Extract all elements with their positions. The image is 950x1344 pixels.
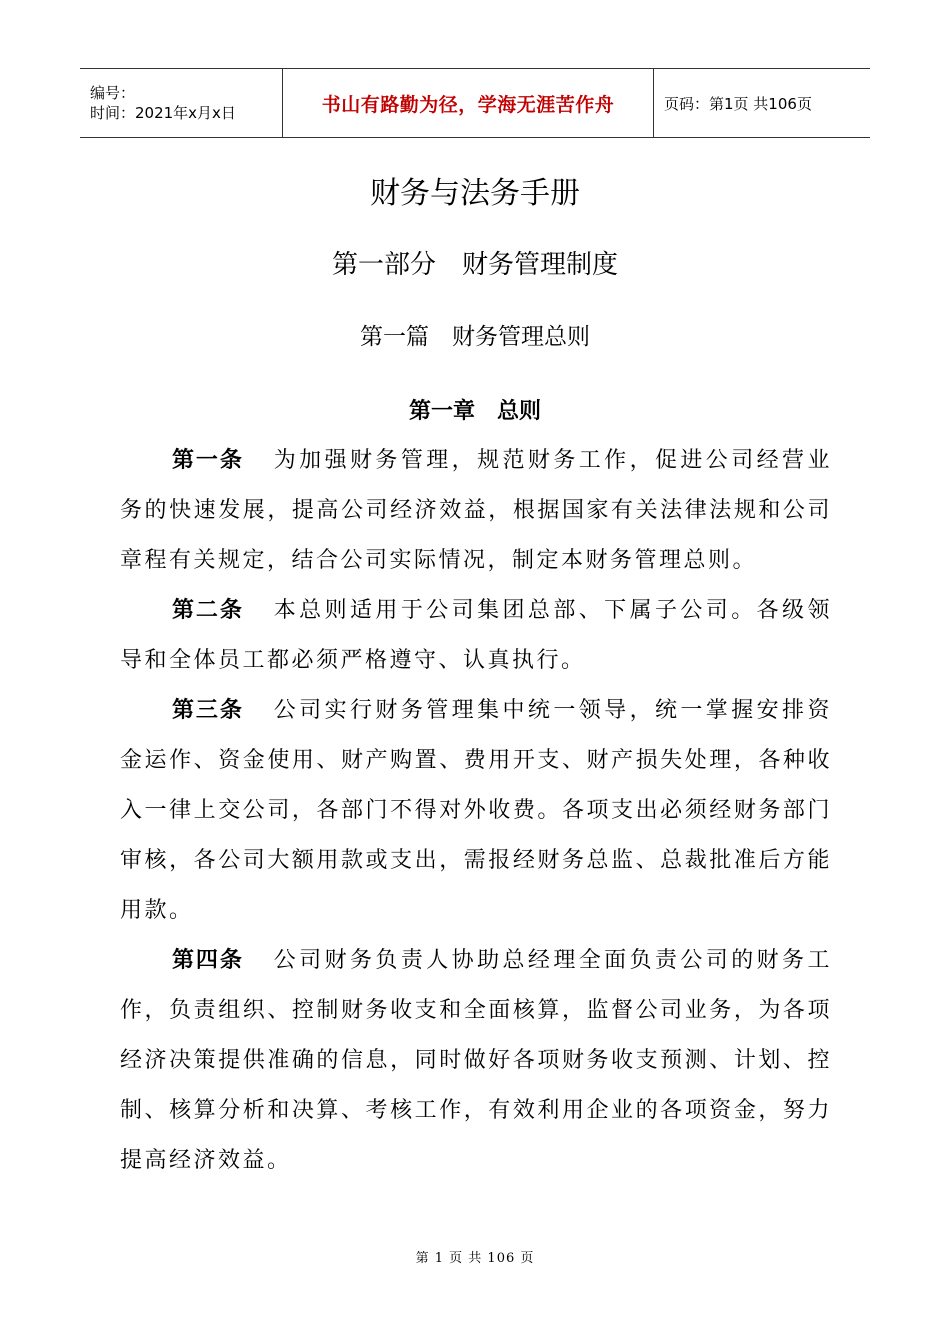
header-page-info: 页码：第1页 共106页 <box>664 94 812 113</box>
article-text: 本总则适用于公司集团总部、下属子公司。各级领导和全体员工都必须严格遵守、认真执行。 <box>120 598 832 673</box>
article-text: 为加强财务管理，规范财务工作，促进公司经营业务的快速发展，提高公司经济效益，根据国家有关法律法规和公司章程有关规定，结合公司实际情况，制定本财务管理总则。 <box>120 448 832 573</box>
page-footer: 第 1 页 共 106 页 <box>415 1251 535 1266</box>
document-body <box>120 436 832 1186</box>
article-label: 第一条 <box>172 448 244 473</box>
article-label: 第四条 <box>172 948 244 973</box>
header-motto: 书山有路勤为径，学海无涯苦作舟 <box>282 69 654 137</box>
part-title: 第一部分 财务管理制度 <box>331 250 618 280</box>
article-paragraph <box>120 436 832 586</box>
article-label: 第三条 <box>172 698 244 723</box>
article-paragraph <box>120 686 832 936</box>
chapter-title: 第一章 总则 <box>408 399 541 424</box>
document-date-label: 时间：2021年x月x日 <box>90 104 236 122</box>
article-text: 公司实行财务管理集中统一领导，统一掌握安排资金运作、资金使用、财产购置、费用开支、财产损失处理，各种收入一律上交公司，各部门不得对外收费。各项支出必须经财务部门审核，各公司大额用款或支出，需报经财务总监、总裁批准后方能用款。 <box>120 698 832 923</box>
document-title: 财务与法务手册 <box>370 176 580 211</box>
article-paragraph <box>120 586 832 686</box>
article-label: 第二条 <box>172 598 244 623</box>
article-text: 公司财务负责人协助总经理全面负责公司的财务工作，负责组织、控制财务收支和全面核算，监督公司业务，为各项经济决策提供准确的信息，同时做好各项财务收支预测、计划、控制、核算分析和决算、考核工作，有效利用企业的各项资金，努力提高经济效益。 <box>120 948 832 1173</box>
article-paragraph <box>120 936 832 1186</box>
document-number-label: 编号： <box>90 84 136 102</box>
section-title: 第一篇 财务管理总则 <box>360 324 590 350</box>
header-meta-cell <box>80 69 282 137</box>
document-header <box>80 68 870 138</box>
